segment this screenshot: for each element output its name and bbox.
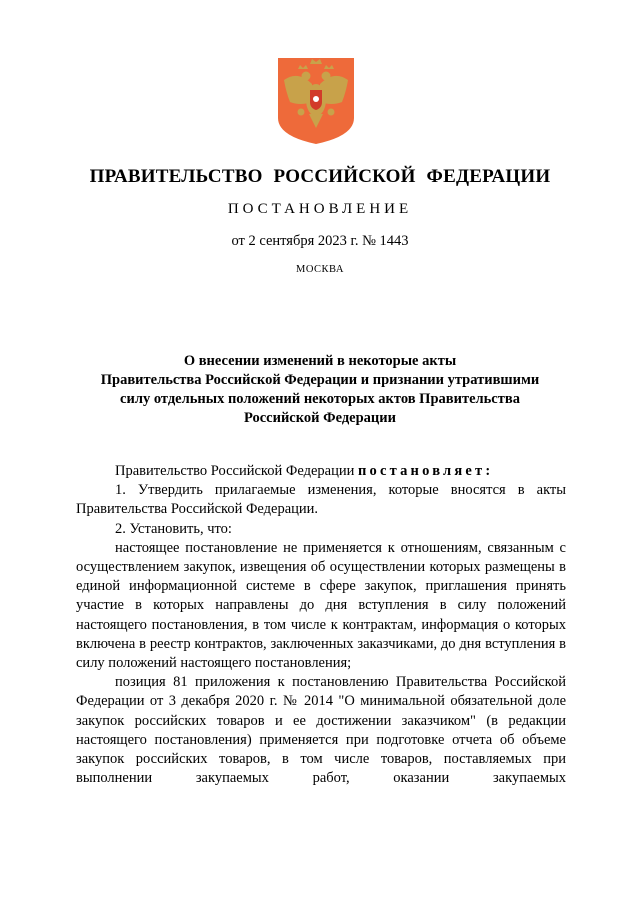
preamble-paragraph [76, 462, 566, 481]
document-type: ПОСТАНОВЛЕНИЕ [227, 201, 413, 217]
document-body [76, 462, 566, 788]
coat-of-arms-emblem [276, 56, 356, 146]
preamble-text: Правительство Российской Федерации [115, 463, 355, 479]
government-title: ПРАВИТЕЛЬСТВО РОССИЙСКОЙ ФЕДЕРАЦИИ [89, 166, 551, 187]
paragraph-3: настоящее постановление не применяется к отношениям, связанным с осуществлением закупок, извещения об осуществлении которых размещены в единой информационной системе в сфере закупок, приглашения принять участие в которых направлены до дня вступления в силу положений настоящего постановления, в том числе к контрактам, информация о которых включена в реестр контрактов, заключенных заказчиками, до дня вступления в силу положений настоящего постановления; [76, 539, 566, 672]
subject-line: Правительства Российской Федерации и признании утратившими [100, 372, 540, 388]
subject-line: О внесении изменений в некоторые акты [183, 353, 457, 369]
document-date-number: от 2 сентября 2023 г. № 1443 [231, 233, 409, 249]
subject-line: Российской Федерации [243, 410, 396, 426]
paragraph-2: 2. Установить, что: [115, 520, 232, 537]
document-city: МОСКВА [296, 264, 344, 275]
paragraph-4: позиция 81 приложения к постановлению Правительства Российской Федерации от 3 декабря 2020 г. № 2014 "О минимальной обязательной доле закупок российских товаров и ее достижении заказчиком" (в редакции настоящего постановления) применяется при подготовке отчета об объеме закупок российских товаров, в том числе товаров, поставляемых при выполнении закупаемых работ, оказании закупаемых [76, 674, 566, 787]
paragraph-1: 1. Утвердить прилагаемые изменения, которые вносятся в акты Правительства Российской Федерации. [76, 482, 566, 518]
document-subject [80, 352, 560, 428]
subject-line: силу отдельных положений некоторых актов Правительства [120, 391, 520, 407]
preamble-verb: постановляет: [357, 463, 494, 479]
